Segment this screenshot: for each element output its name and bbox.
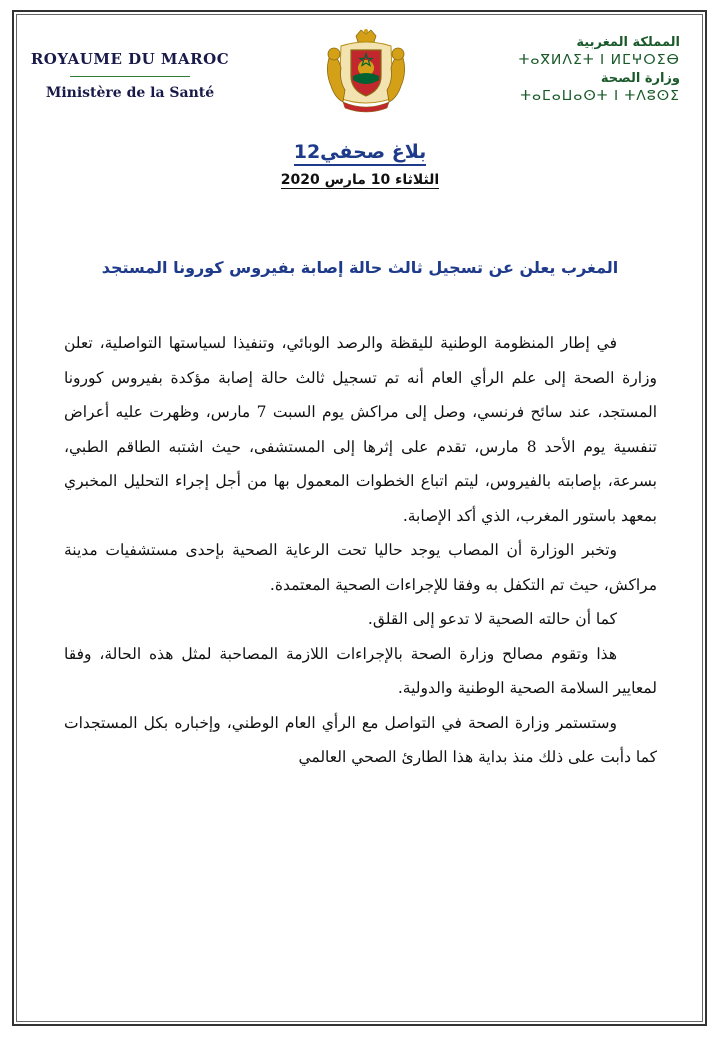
kingdom-name-fr: ROYAUME DU MAROC [30, 50, 230, 68]
headline: المغرب يعلن عن تسجيل ثالث حالة إصابة بفيروس كورونا المستجد [101, 258, 619, 277]
press-release-date-text: الثلاثاء 10 مارس 2020 [280, 172, 440, 188]
ministry-name-ar: وزارة الصحة [600, 71, 680, 86]
paragraph-5: وستستمر وزارة الصحة في التواصل مع الرأي العام الوطني، وإخباره بكل المستجدات كما دأبت على ذلك منذ بداية هذا الطارئ الصحي العالمي [64, 713, 657, 766]
header-french [30, 50, 230, 101]
ministry-name-fr: Ministère de la Santé [45, 85, 215, 101]
header-divider [70, 76, 190, 77]
paragraph-4: هذا وتقوم مصالح وزارة الصحة بالإجراءات اللازمة المصاحبة لمثل هذه الحالة، وفقا لمعايير السلامة الصحية الوطنية والدولية. [64, 644, 657, 697]
press-release-date [0, 172, 720, 188]
paragraph-2: وتخبر الوزارة أن المصاب يوجد حاليا تحت الرعاية الصحية بإحدى مستشفيات مدينة مراكش، حيث تم التكفل به وفقا للإجراءات الصحية المعتمدة. [64, 541, 657, 594]
ministry-name-tifinagh: ⵜⴰⵎⴰⵡⴰⵙⵜ ⵏ ⵜⴷⵓⵙⵉ [520, 88, 680, 104]
paragraph-1: في إطار المنظومة الوطنية لليقظة والرصد الوبائي، وتنفيذا لسياستها التواصلية، تعلن وزارة الصحة إلى علم الرأي العام أنه تم تسجيل ثالث حالة إصابة مؤكدة بفيروس كورونا المستجد، عند سائح فرنسي، وصل إلى مراكش يوم السبت 7 مارس، وظهرت عليه أعراض تنفسية يوم الأحد 8 مارس، تقدم على إثرها إلى المستشفى، حيث اشتبه الطاقم الطبي، بسرعة، بإصابته بالفيروس، ليتم اتباع الخطوات المعمول بها من أجل إجراء التحليل المخبري بمعهد باستور المغرب، الذي أكد الإصابة. [64, 334, 657, 525]
press-release-title-text: بلاغ صحفي12 [294, 141, 427, 166]
header-arabic-tifinagh [510, 34, 680, 106]
coat-of-arms-icon [321, 28, 411, 116]
kingdom-name-ar: المملكة المغربية [576, 35, 680, 50]
body-text [64, 326, 657, 775]
press-release-title [0, 141, 720, 163]
paragraph-3: كما أن حالته الصحية لا تدعو إلى القلق. [367, 610, 617, 628]
kingdom-name-tifinagh: ⵜⴰⴳⵍⴷⵉⵜ ⵏ ⵍⵎⵖⵔⵉⴱ [518, 52, 680, 68]
